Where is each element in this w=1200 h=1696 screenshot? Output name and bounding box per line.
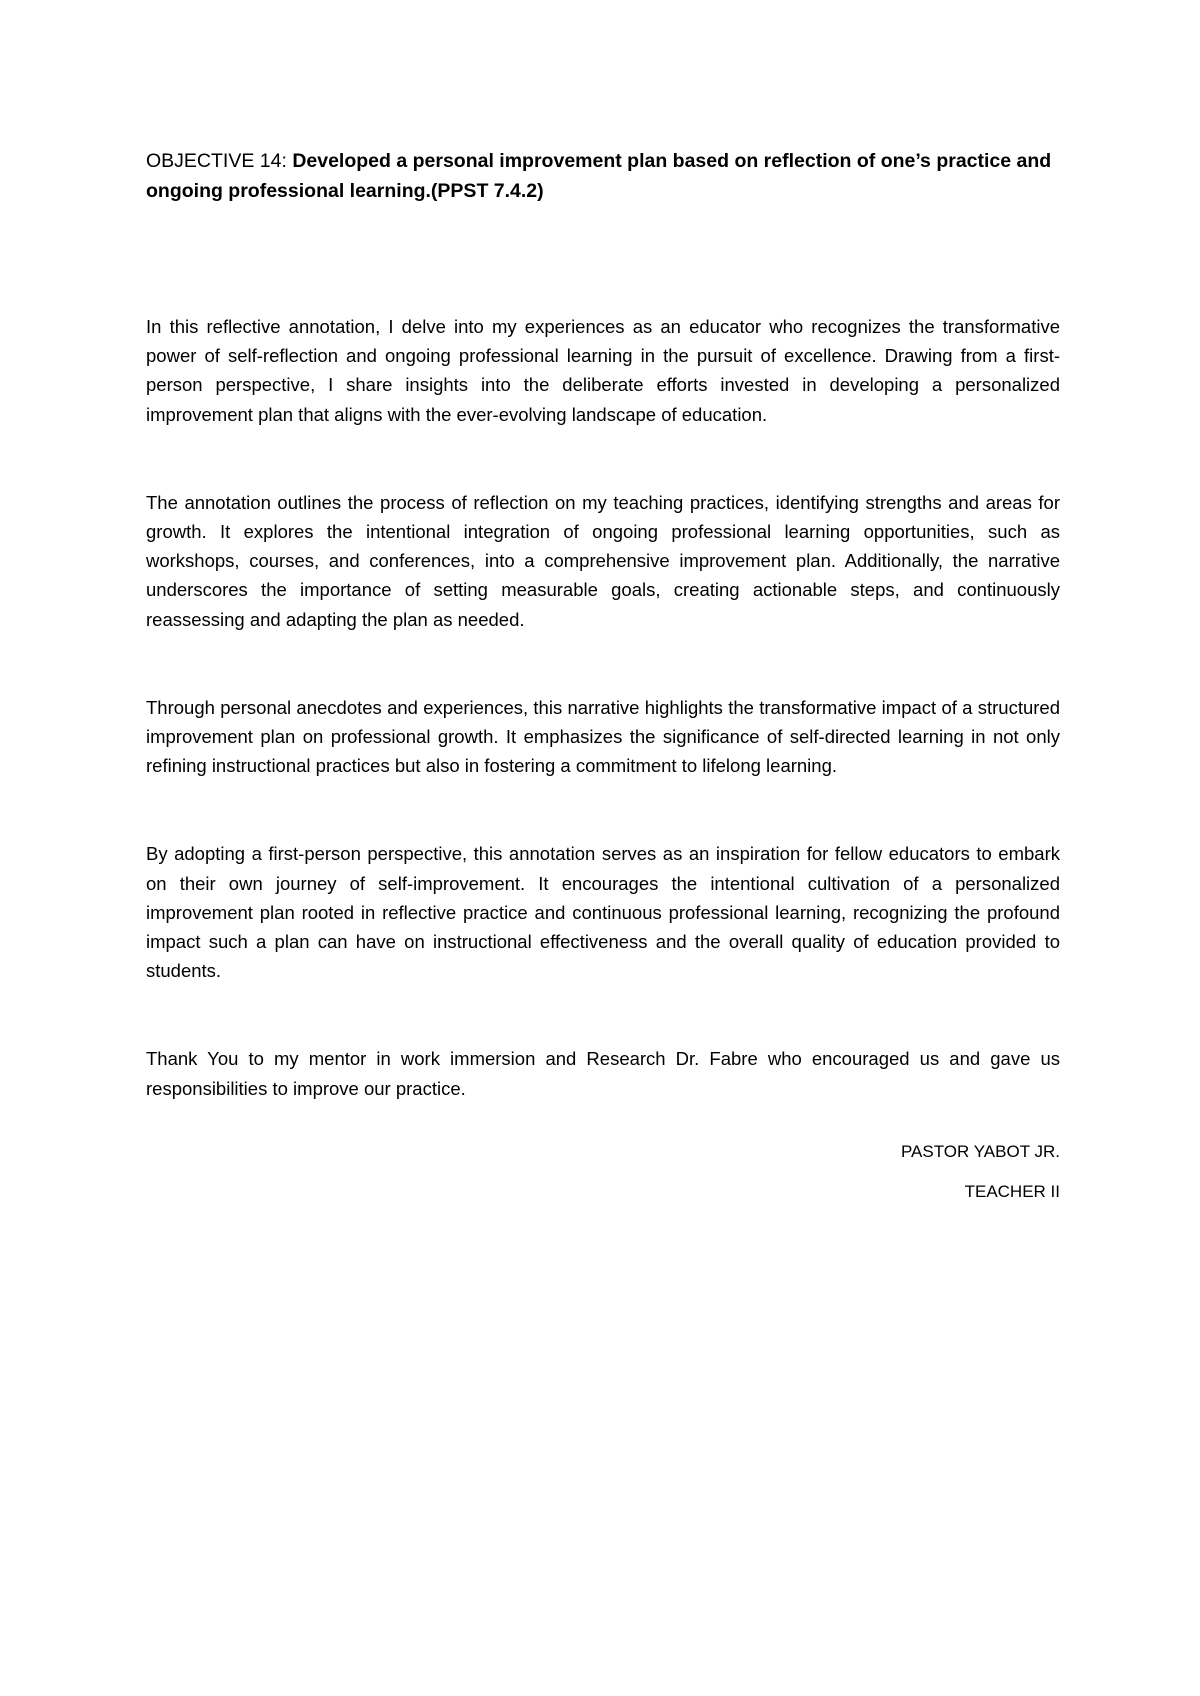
paragraph-inspiration: By adopting a first-person perspective, this annotation serves as an inspiration for fellow educators to embark on their own journey of self-improvement. It encourages the intentional cultivation of a personalized improvement plan rooted in reflective practice and continuous professional learning, recognizing the profound impact such a plan can have on instructional effectiveness and the overall quality of education provided to students.	[146, 843, 1060, 982]
objective-label: OBJECTIVE 14:	[146, 150, 287, 172]
signatory-role: TEACHER II	[964, 1181, 1060, 1201]
paragraph-introduction: In this reflective annotation, I delve into my experiences as an educator who recognizes the transformative power of self-reflection and ongoing professional learning in the pursuit of excellence. Drawing from a first-person perspective, I share insights into the deliberate efforts invested in developing a personalized improvement plan that aligns with the ever-evolving landscape of education.	[146, 316, 1060, 425]
paragraph-process: The annotation outlines the process of reflection on my teaching practices, identifying strengths and areas for growth. It explores the intentional integration of ongoing professional learning opportunities, such as workshops, courses, and conferences, into a comprehensive improvement plan. Additionally, the narrative underscores the importance of setting measurable goals, creating actionable steps, and continuously reassessing and adapting the plan as needed.	[146, 491, 1060, 630]
paragraph-acknowledgement: Thank You to my mentor in work immersion and Research Dr. Fabre who encouraged us and gave us responsibilities to improve our practice.	[146, 1048, 1060, 1099]
document-body	[146, 146, 1060, 1204]
signature-block	[146, 1140, 1060, 1204]
paragraph-impact: Through personal anecdotes and experiences, this narrative highlights the transformative impact of a structured improvement plan on professional growth. It emphasizes the significance of self-directed learning in not only refining instructional practices but also in fostering a commitment to lifelong learning.	[146, 696, 1060, 777]
objective-heading	[146, 146, 1060, 206]
signatory-name: PASTOR YABOT JR.	[900, 1141, 1060, 1161]
objective-title: Developed a personal improvement plan based on reflection of one’s practice and ongoing professional learning.(PPST 7.4.2)	[146, 150, 1052, 202]
